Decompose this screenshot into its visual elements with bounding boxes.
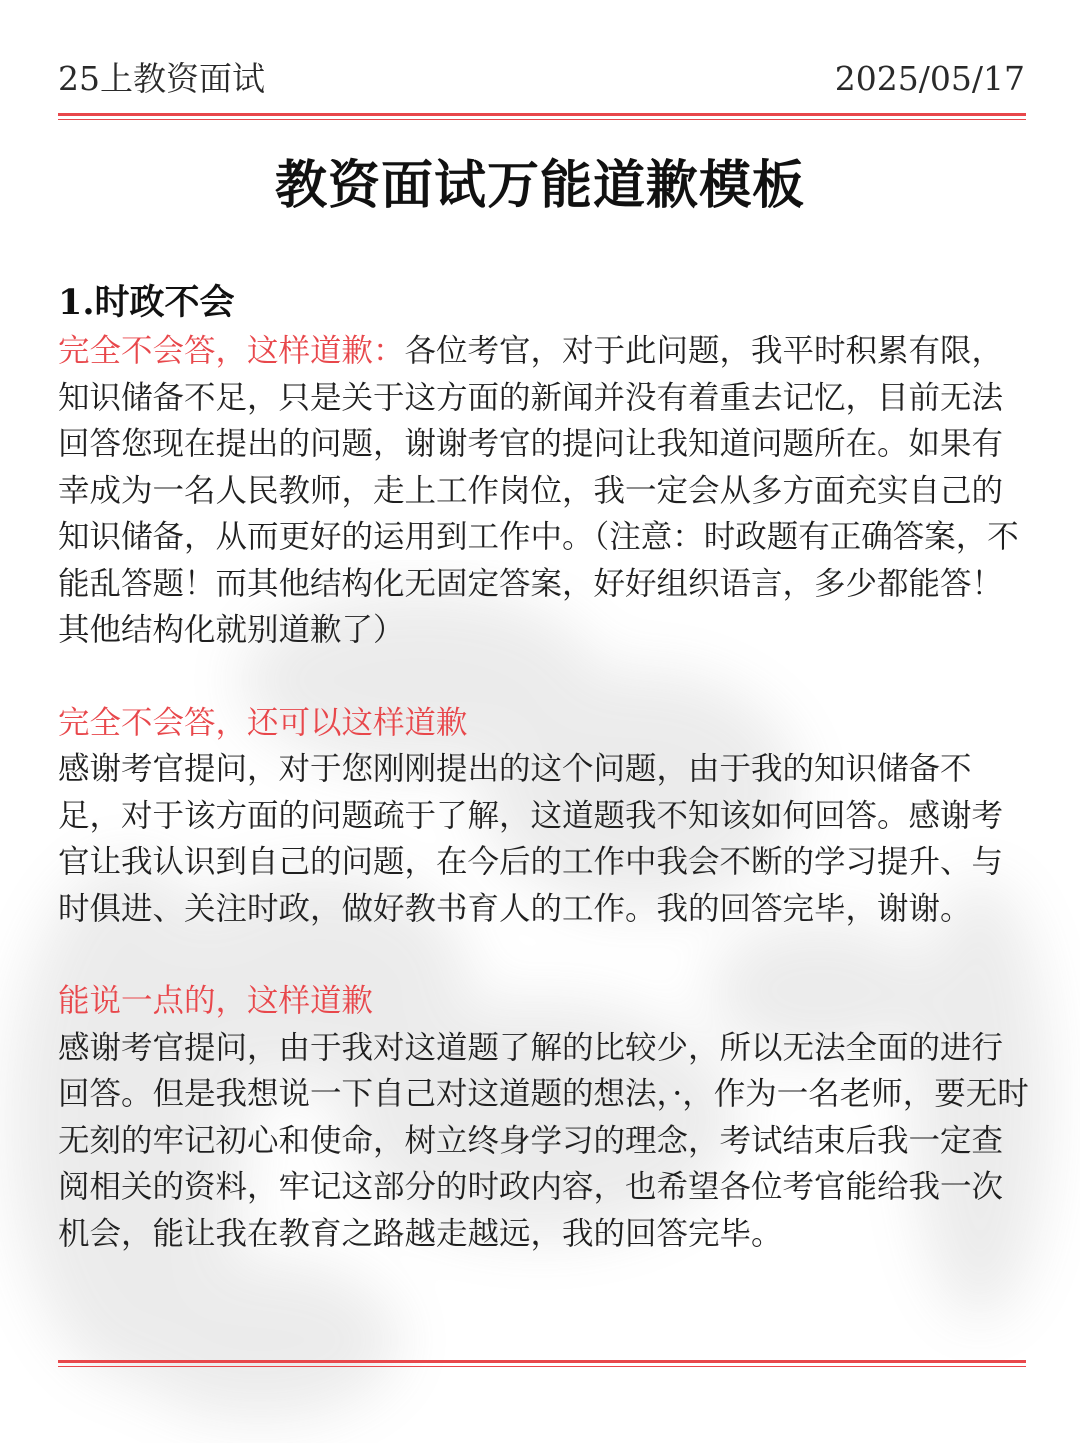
block1-body: 各位考官，对于此问题，我平时积累有限，知识储备不足，只是关于这方面的新闻并没有着重去记忆，目前无法回答您现在提出的问题，谢谢考官的提问让我知道问题所在。如果有幸成为一名人民教师，走上工作岗位，我一定会从多方面充实自己的知识储备，从而更好的运用到工作中。（注意：时政题有正确答案，不能乱答题！而其他结构化无固定答案，好好组织语言，多少都能答！其他结构化就别道歉了）	[58, 333, 1019, 648]
header	[58, 56, 1025, 102]
section-heading: 1.时政不会	[58, 282, 235, 323]
bottom-divider-thin	[58, 1366, 1026, 1367]
header-category-label: 25上教资面试	[58, 59, 265, 98]
block3-body: 感谢考官提问，由于我对这道题了解的比较少，所以无法全面的进行回答。但是我想说一下自己对这道题的想法，·，作为一名老师，要无时无刻的牢记初心和使命，树立终身学习的理念，考试结束后我一定查阅相关的资料，牢记这部分的时政内容，也希望各位考官能给我一次机会，能让我在教育之路越走越远，我的回答完毕。	[58, 1029, 1029, 1252]
spacer	[58, 654, 1033, 700]
bottom-divider-thick	[58, 1360, 1026, 1363]
article-content	[58, 280, 1033, 1257]
block1-lead: 完全不会答，这样道歉：	[58, 333, 405, 369]
block2-body: 感谢考官提问，对于您刚刚提出的这个问题，由于我的知识储备不足，对于该方面的问题疏于了解，这道题我不知该如何回答。感谢考官让我认识到自己的问题，在今后的工作中我会不断的学习提升、与时俱进、关注时政，做好教书育人的工作。我的回答完毕，谢谢。	[58, 751, 1004, 927]
top-divider-thick	[58, 113, 1026, 116]
spacer	[58, 932, 1033, 978]
top-divider-thin	[58, 119, 1026, 120]
page-title: 教资面试万能道歉模板	[274, 155, 805, 216]
block2-heading: 完全不会答，还可以这样道歉	[58, 704, 468, 741]
paragraph-block-1	[58, 328, 1033, 654]
block3-heading: 能说一点的，这样道歉	[58, 983, 374, 1019]
header-date: 2025/05/17	[834, 59, 1025, 98]
